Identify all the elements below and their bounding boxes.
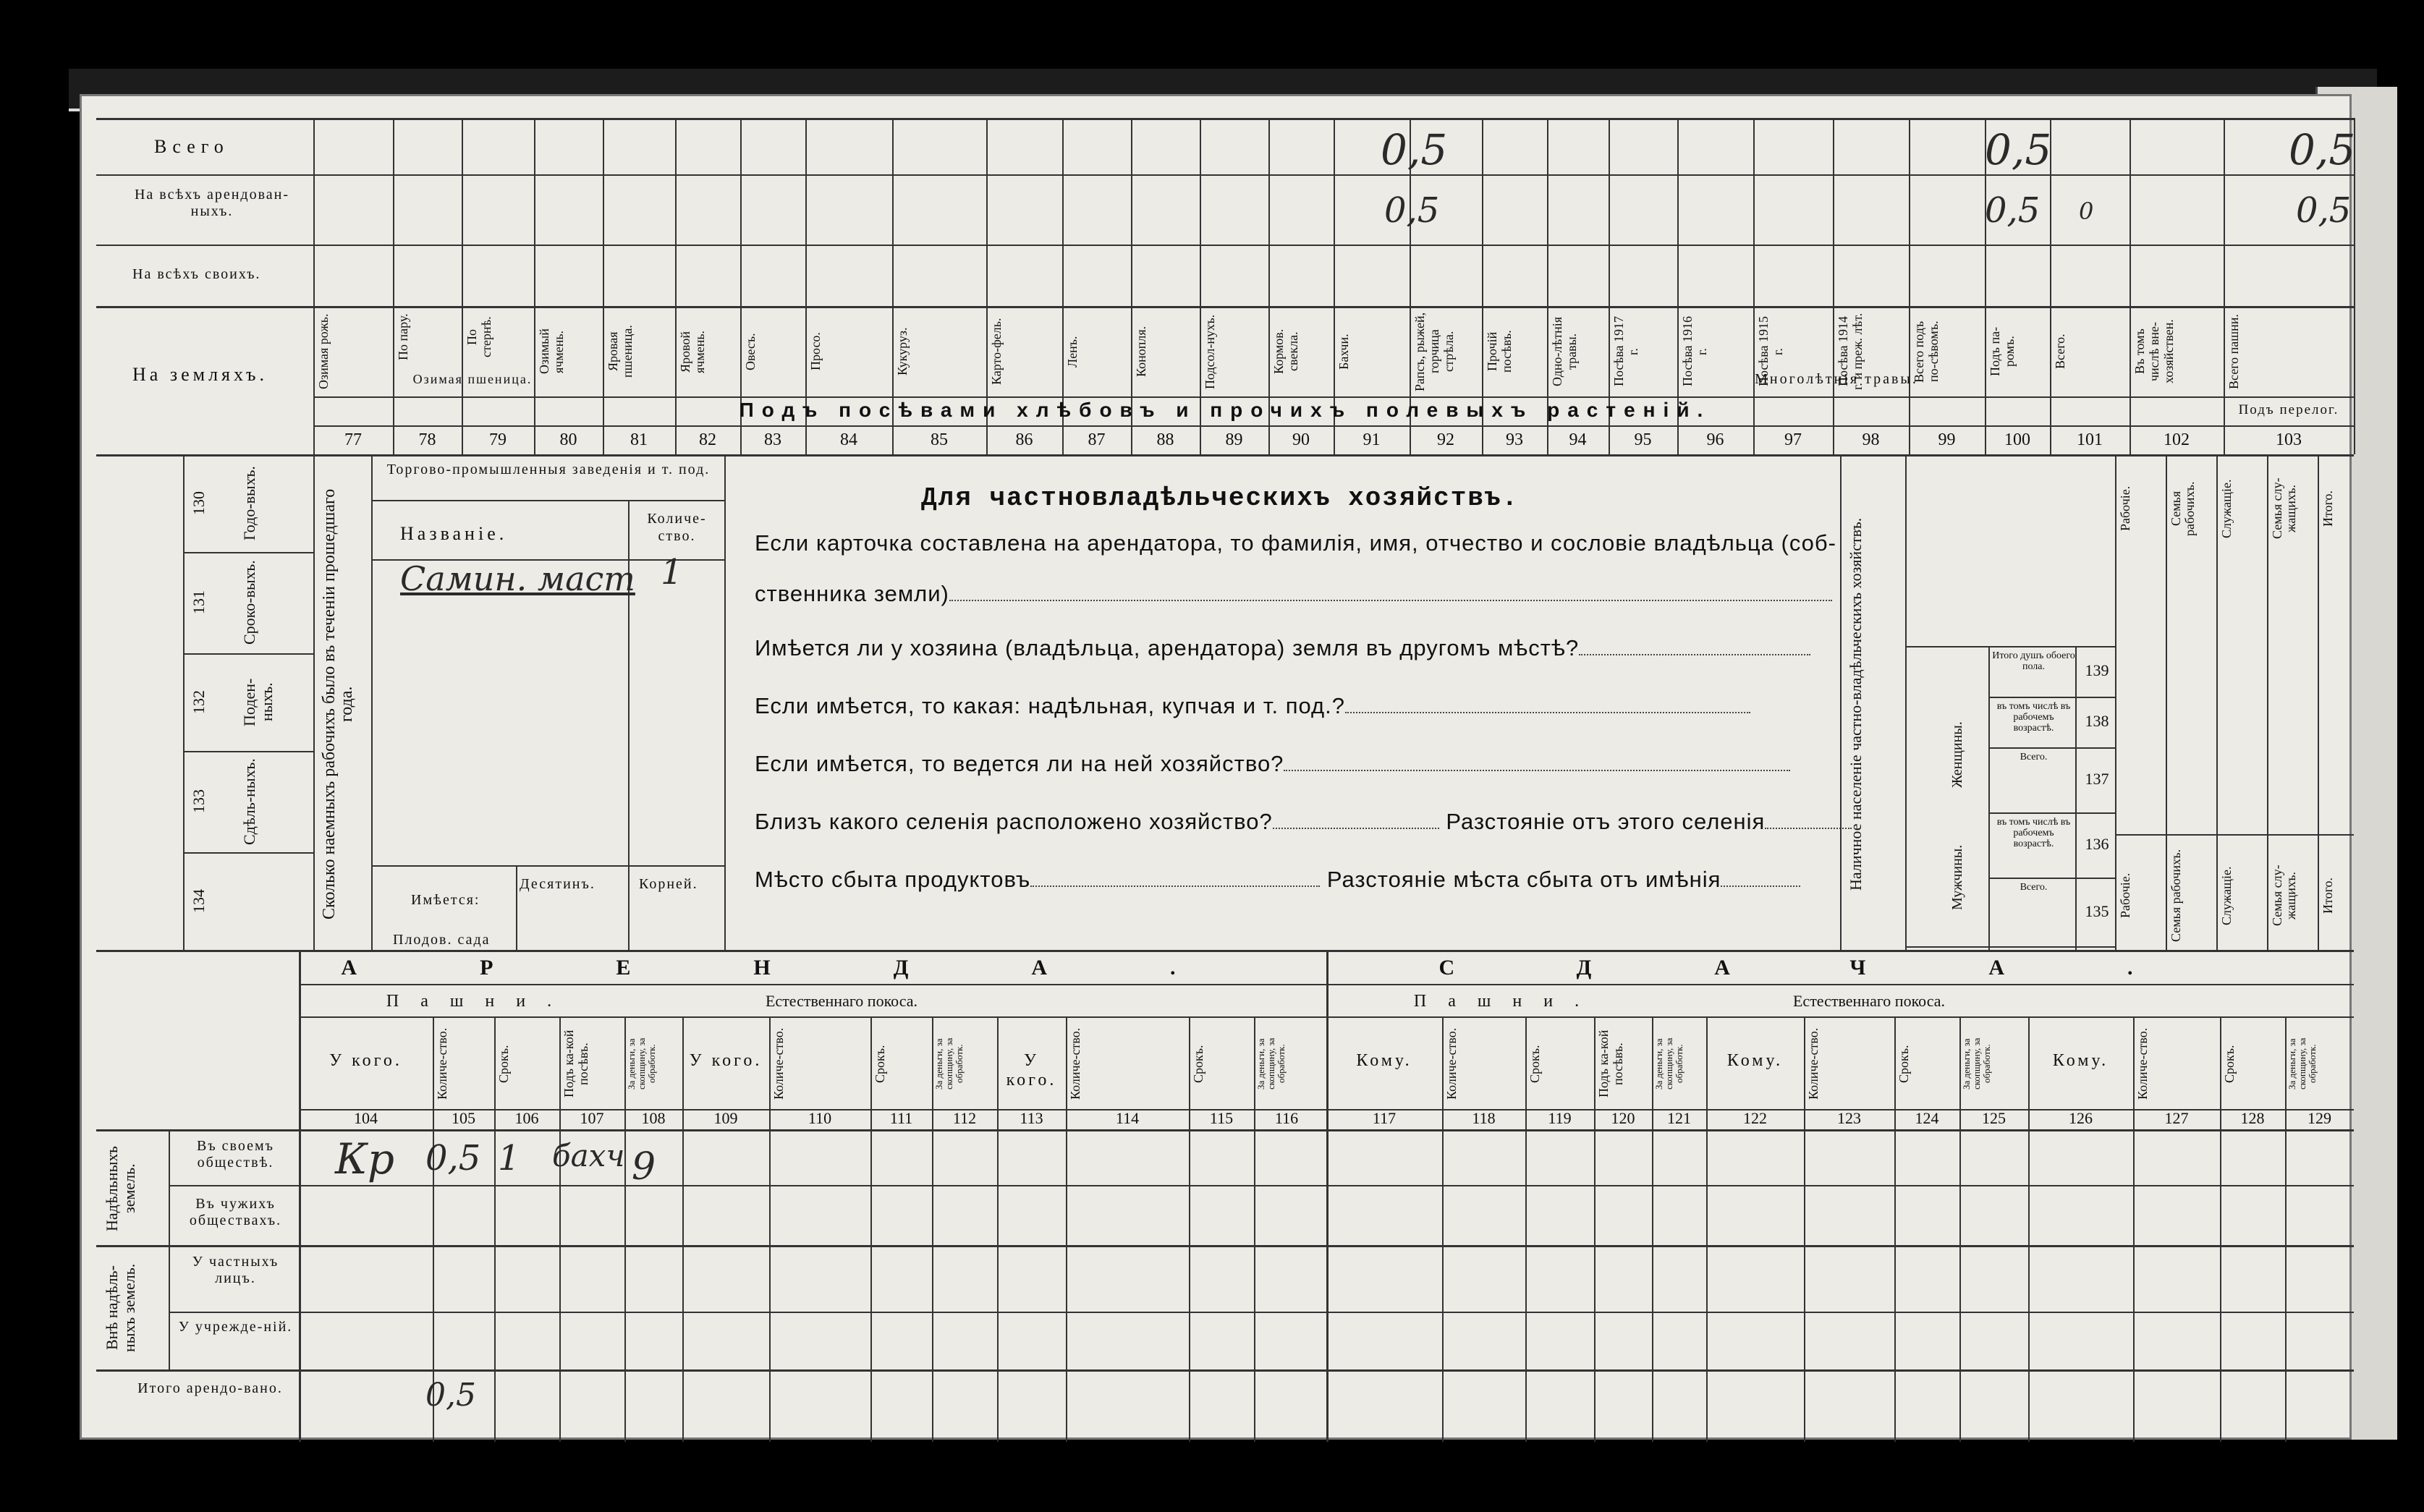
lease-column-label: Количе-ство.	[771, 1027, 786, 1100]
pod-perelog-label: Подъ перелог.	[2238, 402, 2339, 417]
rule	[1905, 946, 2115, 948]
question-market-text: Мѣсто сбыта продуктовъ	[755, 867, 1031, 892]
crop-column-label: Яровой ячмень.	[678, 330, 707, 373]
crop-column-label: Овесъ.	[743, 333, 758, 370]
rule	[1988, 878, 2115, 879]
rule	[2075, 646, 2077, 950]
rule	[628, 500, 630, 865]
trade-entry-name: Самин. маст	[400, 559, 635, 598]
lease-column-number: 106	[514, 1109, 539, 1127]
lease-column-number: 117	[1372, 1109, 1397, 1127]
worker-row-number: 130	[190, 491, 208, 515]
rule	[183, 552, 313, 553]
crop-column-label: Одно-лѣтнія травы.	[1550, 316, 1579, 387]
summary-column-label-top: Семья рабочихъ.	[2169, 481, 2197, 536]
summary-column-label-bottom: Семья рабочихъ.	[2169, 849, 2183, 943]
question-other-land-text: Имѣется ли у хозяина (владѣльца, арендатора) земля въ другомъ мѣстѣ?	[755, 635, 1580, 661]
worker-row-label: Годо-выхъ.	[240, 466, 258, 540]
rule	[169, 1185, 2354, 1186]
rule	[96, 1245, 2354, 1247]
question-village-distance-text: Разстояніе отъ этого селенія	[1446, 809, 1766, 834]
crop-column-number: 100	[2004, 430, 2030, 449]
handwritten-u-kogo: Кр	[335, 1134, 395, 1184]
answer-line[interactable]	[1579, 648, 1810, 655]
worker-row-number: 132	[190, 690, 208, 714]
rule	[1905, 454, 1907, 950]
rule	[1988, 812, 2115, 814]
rule	[2115, 454, 2116, 950]
lease-column-number: 111	[889, 1109, 913, 1127]
crop-column-number: 77	[344, 430, 362, 449]
crop-column-label: По стернѣ.	[465, 316, 493, 358]
rule	[2028, 1016, 2030, 1442]
rule	[313, 118, 315, 454]
rule	[1525, 1016, 1527, 1442]
crop-column-number: 93	[1506, 430, 1523, 449]
summary-column-label-top: Семья слу-жащихъ.	[2270, 477, 2298, 540]
rule	[1894, 1016, 1896, 1442]
rule	[1988, 747, 2115, 749]
question-farming-text: Если имѣется, то ведется ли на ней хозяйство?	[755, 751, 1284, 776]
handwritten-kolvo: 0,5	[425, 1138, 481, 1178]
crop-column-number: 90	[1292, 430, 1310, 449]
rule	[628, 865, 630, 950]
rule	[2133, 1016, 2135, 1442]
lease-column-label: Количе-ство.	[1444, 1027, 1459, 1100]
population-column-label: Всего.	[2020, 752, 2048, 763]
handwritten-za: 9	[632, 1145, 656, 1189]
worker-row-label: Поден-ныхъ.	[240, 678, 276, 726]
rule	[2115, 834, 2354, 836]
row-label-arendovannyh	[107, 187, 317, 220]
rule	[682, 1016, 684, 1442]
population-column-number: 138	[2085, 712, 2109, 730]
summary-column-label-bottom: Итого.	[2321, 877, 2335, 914]
lease-column-number: 122	[1743, 1109, 1767, 1127]
lease-column-label: У кого.	[329, 1051, 402, 1070]
summary-column-label-top: Итого.	[2321, 490, 2335, 527]
lease-column-number: 120	[1611, 1109, 1635, 1127]
question-land-type-text: Если имѣется, то какая: надѣльная, купчая и т. под.?	[755, 693, 1345, 718]
summary-column-label-top: Рабочіе.	[2118, 485, 2132, 532]
plodov-sada-label: Плодов. сада	[393, 932, 491, 948]
mnogoletnie-travy-label: Многолѣтнія травы.	[1755, 371, 1918, 387]
row-label-svoih: На всѣхъ своихъ.	[132, 266, 261, 282]
rule	[1706, 1016, 1708, 1442]
population-column-number: 136	[2085, 835, 2109, 853]
lease-column-number: 129	[2308, 1109, 2331, 1127]
question-market-distance-text: Разстояніе мѣста сбыта отъ имѣнія	[1326, 867, 1721, 892]
lease-column-number: 114	[1115, 1109, 1140, 1127]
crop-column-number: 102	[2164, 430, 2190, 449]
population-column-label: въ томъ числѣ въ рабочемъ возрастѣ.	[1996, 701, 2071, 734]
crop-column-number: 88	[1156, 430, 1174, 449]
ozimaya-pshenitsa-label: Озимая пшеница.	[412, 372, 533, 386]
crop-column-number: 87	[1088, 430, 1106, 449]
crop-column-number: 103	[2276, 430, 2302, 449]
rule	[870, 1016, 872, 1442]
lease-column-label: Кому.	[2052, 1051, 2109, 1070]
rule	[299, 1016, 300, 1442]
rule	[183, 751, 313, 752]
rule	[1326, 1016, 1328, 1442]
answer-line[interactable]	[1345, 706, 1750, 713]
crop-column-number: 95	[1634, 430, 1652, 449]
crop-column-label: Рапсъ, рыжей, горчица стрѣла.	[1412, 312, 1456, 391]
crop-column-label: Конопля.	[1134, 326, 1148, 378]
crop-column-label: Бахчи.	[1336, 334, 1351, 370]
desyatin-header: Десятинъ.	[520, 876, 596, 892]
worker-row-number: 134	[190, 889, 208, 913]
nadel-label: Надѣльныхъ земель.	[103, 1146, 138, 1231]
lease-column-label: За деньги, за скопщину, за обработк.	[1255, 1037, 1287, 1090]
question-farming	[755, 751, 1790, 777]
rule	[2166, 454, 2167, 950]
census-card-page	[80, 94, 2356, 1440]
crop-column-label: Всего.	[2053, 334, 2067, 370]
population-column-number: 137	[2085, 770, 2109, 788]
rule	[1594, 1016, 1595, 1442]
crop-column-number: 91	[1363, 430, 1381, 449]
worker-row-label: Сдѣль-ныхъ.	[240, 758, 258, 845]
rule	[371, 865, 724, 867]
lease-column-label: Срокъ.	[873, 1045, 887, 1083]
crop-column-number: 79	[489, 430, 507, 449]
trade-qty-header: Количе-ство.	[647, 511, 707, 544]
question-owner-name-cont-text: ственника земли)	[755, 581, 949, 606]
crop-column-label: Подсол-нухъ.	[1203, 314, 1217, 389]
crop-column-number: 89	[1225, 430, 1243, 449]
question-other-land	[755, 635, 1810, 661]
crop-column-label: Посѣва 1914 г. и преж. лѣт.	[1836, 313, 1865, 391]
arenda-title: АРЕНДА.	[341, 956, 1299, 980]
rule	[724, 454, 726, 950]
lease-column-label: Количе-ство.	[1068, 1027, 1082, 1100]
rule	[1840, 454, 1842, 950]
crop-column-number: 98	[1862, 430, 1880, 449]
question-owner-name: Если карточка составлена на арендатора, то фамилія, имя, отчество и сословіе владѣльца (соб-	[755, 530, 1836, 556]
answer-line[interactable]	[1273, 822, 1439, 829]
rule	[2220, 1016, 2221, 1442]
rule	[96, 1369, 2354, 1372]
crop-column-number: 86	[1015, 430, 1033, 449]
women-label: Женщины.	[1949, 721, 1965, 788]
lease-column-number: 126	[2069, 1109, 2093, 1127]
sdacha-title: СДАЧА.	[1438, 956, 2256, 980]
lease-column-number: 112	[952, 1109, 977, 1127]
lease-column-number: 108	[641, 1109, 666, 1127]
rule	[169, 1312, 2354, 1313]
population-column-number: 135	[2085, 901, 2109, 920]
crop-column-label: Ленъ.	[1065, 336, 1080, 368]
arenda-pashni-label: Пашни.	[386, 992, 574, 1011]
crop-column-number: 85	[931, 430, 948, 449]
sdacha-pokos-label: Естественнаго покоса.	[1792, 992, 1945, 1010]
summary-column-label-top: Служащіе.	[2219, 479, 2234, 538]
worker-row-label	[241, 859, 306, 943]
crop-column-number: 83	[764, 430, 781, 449]
lease-column-label: Срокъ.	[1191, 1045, 1205, 1083]
answer-line[interactable]	[1765, 822, 1852, 829]
crop-column-label: Озимая рожь.	[316, 313, 331, 390]
rule	[96, 1129, 2354, 1131]
lease-column-number: 124	[1915, 1109, 1939, 1127]
crop-column-number: 97	[1784, 430, 1802, 449]
lease-column-number: 115	[1209, 1109, 1234, 1127]
row-uchrezhdeniy: У учрежде-ній.	[178, 1319, 293, 1335]
sdacha-pashni-label: Пашни.	[1413, 992, 1601, 1011]
rule	[313, 454, 315, 950]
lease-column-label: У кого.	[689, 1051, 763, 1070]
population-column-label: Всего.	[2020, 882, 2048, 893]
crop-column-number: 84	[840, 430, 857, 449]
row-chuzhih-obshchestvah: Въ чужихъ обществахъ.	[189, 1196, 282, 1228]
rule	[2318, 454, 2319, 950]
crop-column-label: Посѣва 1917 г.	[1611, 316, 1640, 387]
lease-column-label: У кого.	[1006, 1051, 1057, 1090]
workers-title: Сколько наемныхъ рабочихъ было въ теченіи прошедшаго года.	[320, 488, 356, 919]
korney-header: Корней.	[639, 876, 698, 892]
rule	[1988, 646, 1990, 950]
question-land-type	[755, 693, 1750, 719]
summary-column-label-bottom: Служащіе.	[2219, 866, 2234, 925]
lease-column-number: 121	[1667, 1109, 1691, 1127]
trade-name-header: Названіе.	[400, 523, 508, 544]
lease-column-number: 107	[580, 1109, 604, 1127]
imeetsya-label: Имѣется:	[411, 892, 480, 908]
rule	[1442, 1016, 1444, 1442]
crop-column-number: 81	[630, 430, 648, 449]
crop-column-label: Прочій посѣвъ.	[1485, 330, 1514, 373]
lease-column-label: Срокъ.	[2222, 1045, 2237, 1083]
row-label-na-zemlyah: На земляхъ.	[132, 364, 268, 385]
rule	[183, 653, 313, 655]
crop-column-number: 82	[699, 430, 716, 449]
crop-column-number: 80	[559, 430, 577, 449]
handwritten-arend-pashni: 0,5	[2296, 190, 2352, 231]
lease-column-label: Подъ ка-кой посѣвъ.	[561, 1029, 590, 1098]
crop-column-label: Посѣва 1915 г.	[1756, 316, 1785, 387]
lease-column-number: 127	[2164, 1109, 2189, 1127]
rule	[169, 1129, 170, 1369]
rule	[96, 245, 2354, 246]
question-nearest-village	[755, 809, 1852, 835]
lease-column-label: За деньги, за скопщину, за обработк.	[933, 1037, 965, 1090]
rule	[96, 950, 2354, 952]
rule	[183, 454, 185, 950]
crop-column-label: Яровая пшеница.	[606, 325, 635, 378]
crop-column-number: 92	[1437, 430, 1454, 449]
rule	[183, 852, 313, 854]
crop-column-label: Карто-фель.	[989, 318, 1004, 386]
lease-column-label: Количе-ство.	[2135, 1027, 2150, 1100]
handwritten-itogo: 0,5	[425, 1377, 476, 1414]
summary-column-label-bottom: Рабочіе.	[2118, 872, 2132, 919]
lease-column-number: 104	[354, 1109, 378, 1127]
lease-column-number: 125	[1982, 1109, 2006, 1127]
crop-column-label: Озимый ячмень.	[537, 328, 566, 375]
rule	[1189, 1016, 1190, 1442]
question-nearest-village-text: Близъ какого селенія расположено хозяйство?	[755, 809, 1273, 834]
lease-column-number: 128	[2240, 1109, 2265, 1127]
crop-column-number: 99	[1938, 430, 1956, 449]
lease-column-label: Количе-ство.	[1806, 1027, 1821, 1100]
rule	[2216, 454, 2218, 950]
rule	[96, 454, 2354, 456]
rule	[1988, 646, 2115, 647]
rule	[2267, 454, 2268, 950]
crop-column-number: 101	[2077, 430, 2103, 449]
lease-column-label: Кому.	[1356, 1051, 1412, 1070]
lease-column-number: 109	[713, 1109, 738, 1127]
answer-line[interactable]	[1721, 880, 1800, 887]
lease-column-label: За деньги, за скопщину, за обработк.	[1653, 1037, 1684, 1090]
population-column-number: 139	[2085, 661, 2109, 679]
answer-line[interactable]	[949, 594, 1832, 601]
crop-column-label: Просо.	[808, 332, 823, 371]
rule	[516, 865, 517, 950]
crop-column-label: Посѣва 1916 г.	[1680, 316, 1709, 387]
private-farms-title: Для частновладѣльческихъ хозяйствъ.	[921, 483, 1520, 513]
worker-row-number: 131	[190, 590, 208, 615]
rule	[96, 174, 2354, 176]
handwritten-vsego-bahchi: 0,5	[1381, 125, 1448, 174]
crop-column-number: 94	[1569, 430, 1587, 449]
answer-line[interactable]	[1030, 880, 1320, 887]
crop-column-label: Кормов. свекла.	[1271, 328, 1300, 375]
row-label-arendovannyh-line2: ныхъ.	[190, 203, 234, 219]
rule	[371, 454, 373, 950]
rule	[494, 1016, 496, 1442]
row-label-vsego: Всего	[154, 136, 229, 157]
crop-column-label: Въ томъ числѣ вне-хозяйствен.	[2132, 319, 2176, 384]
handwritten-vsego-posev: 0,5	[1985, 125, 2052, 174]
lease-column-number: 113	[1020, 1109, 1043, 1127]
summary-column-label-bottom: Семья слу-жащихъ.	[2270, 865, 2298, 927]
lease-column-number: 105	[452, 1109, 475, 1127]
lease-column-number: 123	[1837, 1109, 1861, 1127]
handwritten-vsego-pashni: 0,5	[2289, 125, 2356, 174]
handwritten-posev: бахч	[552, 1138, 625, 1173]
worker-row-label: Сроко-выхъ.	[240, 560, 258, 645]
rule	[769, 1016, 771, 1442]
crop-column-label: Подъ па-ромъ.	[1988, 326, 2017, 377]
trade-entry-qty: 1	[661, 552, 683, 593]
lease-column-label: Кому.	[1726, 1051, 1784, 1070]
rule	[1066, 1016, 1067, 1442]
lease-column-label: Срокъ.	[496, 1045, 511, 1083]
question-market	[755, 867, 1800, 893]
rule	[559, 1016, 561, 1442]
population-column-label: Итого душъ обоего пола.	[1992, 650, 2075, 672]
lease-column-label: За деньги, за скопщину, за обработк.	[2287, 1037, 2318, 1090]
rule	[1804, 1016, 1805, 1442]
handwritten-srok: 1	[498, 1138, 520, 1178]
row-svoem-obshchestve: Въ своемъ обществѣ.	[197, 1138, 274, 1171]
worker-row-number: 133	[190, 789, 208, 814]
lease-column-number: 118	[1472, 1109, 1496, 1127]
men-label: Мужчины.	[1949, 844, 1965, 911]
crop-column-number: 78	[418, 430, 436, 449]
lease-column-label: Количе-ство.	[435, 1027, 449, 1100]
arenda-pokos-label: Естественнаго покоса.	[765, 992, 918, 1010]
handwritten-arend-bahchi: 0,5	[1384, 190, 1440, 231]
rule	[1988, 697, 2115, 698]
rule	[2130, 118, 2131, 454]
rule	[96, 118, 2354, 120]
rule	[371, 500, 724, 501]
population-column-label: въ томъ числѣ въ рабочемъ возрастѣ.	[1996, 817, 2071, 849]
population-title: Наличное населеніе частно-владѣльческихъ хозяйствъ.	[1847, 517, 1865, 891]
crop-column-label: Всего пашни.	[2226, 314, 2241, 389]
lease-column-number: 119	[1548, 1109, 1572, 1127]
row-chastnyh-lits: У частныхъ лицъ.	[192, 1254, 279, 1286]
handwritten-arend-par: 0	[2079, 198, 2094, 225]
answer-line[interactable]	[1284, 764, 1790, 771]
rule	[96, 306, 2354, 308]
pod-posevami-banner: Подъ посѣвами хлѣбовъ и прочихъ полевыхъ растеній.	[739, 399, 1711, 421]
trade-title: Торгово-промышленныя заведенія и т. под.	[386, 462, 711, 477]
handwritten-arend-posev: 0,5	[1985, 190, 2041, 231]
lease-column-label: За деньги, за скопщину, за обработк.	[626, 1037, 657, 1090]
crop-column-number: 96	[1706, 430, 1724, 449]
lease-column-label: За деньги, за скопщину, за обработк.	[1961, 1037, 1992, 1090]
lease-column-label: Срокъ.	[1897, 1045, 1911, 1083]
crop-column-label: Кукуруз.	[895, 327, 910, 376]
lease-column-number: 110	[808, 1109, 832, 1127]
row-itogo-arendovano: Итого арендо-вано.	[137, 1380, 283, 1396]
row-label-arendovannyh-line1: На всѣхъ арендован-	[134, 187, 289, 203]
lease-column-number: 116	[1274, 1109, 1299, 1127]
lease-column-label: Срокъ.	[1527, 1045, 1542, 1083]
crop-column-label: По пару.	[396, 313, 410, 361]
crop-column-label: Всего подъ по-сѣвомъ.	[1912, 320, 1941, 383]
vne-nadel-label: Внѣ надѣль-ныхъ земель.	[103, 1263, 138, 1353]
question-owner-name-cont	[755, 581, 1832, 607]
lease-column-label: Подъ ка-кой посѣвъ.	[1596, 1029, 1625, 1098]
